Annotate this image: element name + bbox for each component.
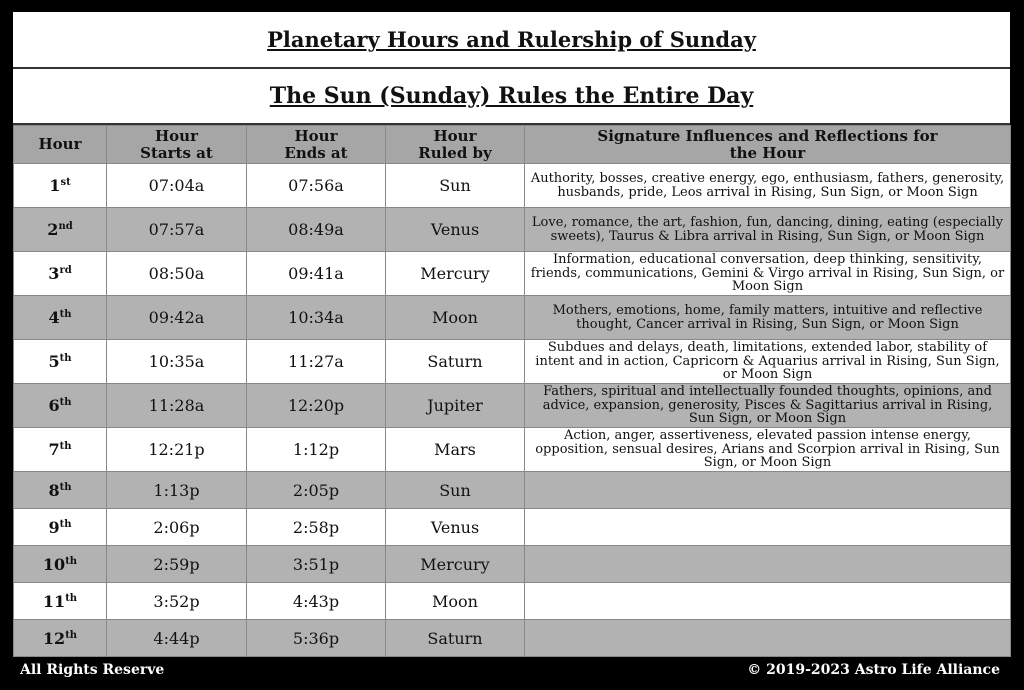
title-row: [13, 12, 1010, 69]
hour-number: 2: [47, 220, 59, 239]
influence-cell: Mothers, emotions, home, family matters, intuitive and reflective thought, Cancer arrival in Rising, Sun Sign, or Moon Sign: [525, 296, 1011, 340]
table-row: [14, 546, 1011, 583]
hour-suffix: rd: [59, 265, 72, 276]
end-cell: 1:12p: [247, 428, 386, 472]
end-cell: 5:36p: [247, 620, 386, 657]
start-cell: 4:44p: [107, 620, 247, 657]
hour-suffix: th: [59, 309, 72, 320]
start-cell: 2:06p: [107, 509, 247, 546]
hour-suffix: th: [59, 481, 72, 493]
ruler-cell: Mars: [386, 428, 525, 472]
hour-cell: [14, 296, 107, 340]
end-cell: 2:05p: [247, 472, 386, 509]
hour-cell: [14, 509, 107, 546]
planetary-hours-table: [13, 125, 1011, 657]
start-cell: 3:52p: [107, 583, 247, 620]
start-cell: 09:42a: [107, 296, 247, 340]
start-cell: 11:28a: [107, 384, 247, 428]
hour-number: 6: [48, 396, 60, 415]
ruler-cell: Saturn: [386, 620, 525, 657]
end-cell: 11:27a: [247, 340, 386, 384]
ruler-cell: Moon: [386, 296, 525, 340]
influence-cell: Action, anger, assertiveness, elevated passion intense energy, opposition, sensual desires, Arians and Scorpion arrival in Rising, Sun Sign, or Moon Sign: [525, 428, 1011, 472]
end-cell: 07:56a: [247, 164, 386, 208]
hour-suffix: th: [65, 629, 78, 641]
header-starts: Hour Starts at: [107, 126, 247, 164]
table-row: [14, 164, 1011, 208]
hour-number: 12: [42, 628, 66, 648]
hour-suffix: th: [59, 441, 72, 452]
start-cell: 10:35a: [107, 340, 247, 384]
hour-cell: [14, 164, 107, 208]
influence-cell: Fathers, spiritual and intellectually founded thoughts, opinions, and advice, expansion, generosity, Pisces & Sagittarius arrival in Rising, Sun Sign, or Moon Sign: [525, 384, 1011, 428]
start-cell: 07:57a: [107, 208, 247, 252]
footer-copyright: © 2019-2023 Astro Life Alliance: [747, 662, 1000, 678]
ruler-cell: Sun: [386, 472, 525, 509]
end-cell: 2:58p: [247, 509, 386, 546]
page-subtitle: The Sun (Sunday) Rules the Entire Day: [269, 83, 754, 109]
hour-suffix: nd: [58, 221, 73, 232]
header-influence: Signature Influences and Reflections for the Hour: [525, 126, 1011, 164]
footer: [0, 655, 1024, 690]
hour-number: 1: [49, 176, 61, 195]
end-cell: 3:51p: [247, 546, 386, 583]
hour-number: 10: [42, 554, 66, 574]
page-title: Planetary Hours and Rulership of Sunday: [267, 27, 756, 52]
ruler-cell: Saturn: [386, 340, 525, 384]
influence-cell: Authority, bosses, creative energy, ego, enthusiasm, fathers, generosity, husbands, pride, Leos arrival in Rising, Sun Sign, or Moon Sign: [525, 164, 1011, 208]
ruler-cell: Mercury: [386, 546, 525, 583]
hour-cell: [14, 252, 107, 296]
ruler-cell: Sun: [386, 164, 525, 208]
subtitle-row: [13, 69, 1010, 125]
hour-cell: [14, 472, 107, 509]
hour-suffix: st: [60, 177, 71, 188]
table-row: [14, 384, 1011, 428]
hour-suffix: th: [59, 353, 72, 364]
hour-cell: [14, 583, 107, 620]
influence-cell: [525, 509, 1011, 546]
end-cell: 08:49a: [247, 208, 386, 252]
end-cell: 12:20p: [247, 384, 386, 428]
start-cell: 08:50a: [107, 252, 247, 296]
hour-number: 7: [48, 440, 60, 459]
start-cell: 07:04a: [107, 164, 247, 208]
hour-suffix: th: [65, 592, 78, 604]
hour-suffix: th: [59, 518, 72, 530]
start-cell: 2:59p: [107, 546, 247, 583]
influence-cell: Subdues and delays, death, limitations, extended labor, stability of intent and in action, Capricorn & Aquarius arrival in Rising, Sun Sign, or Moon Sign: [525, 340, 1011, 384]
hour-cell: [14, 208, 107, 252]
table-row: [14, 296, 1011, 340]
ruler-cell: Moon: [386, 583, 525, 620]
table-row: [14, 340, 1011, 384]
influence-cell: Information, educational conversation, deep thinking, sensitivity, friends, communications, Gemini & Virgo arrival in Rising, Sun Sign, or Moon Sign: [525, 252, 1011, 296]
hour-number: 3: [48, 264, 60, 283]
hour-suffix: th: [59, 397, 72, 408]
hour-suffix: th: [65, 555, 78, 567]
footer-rights: All Rights Reserve: [20, 662, 165, 678]
hour-number: 11: [42, 591, 66, 611]
hour-number: 9: [48, 517, 60, 537]
table-header-row: [14, 126, 1011, 164]
table-row: [14, 208, 1011, 252]
table-row: [14, 509, 1011, 546]
table-row: [14, 472, 1011, 509]
end-cell: 09:41a: [247, 252, 386, 296]
influence-cell: [525, 620, 1011, 657]
hour-cell: [14, 428, 107, 472]
end-cell: 10:34a: [247, 296, 386, 340]
hours-sheet: [13, 12, 1010, 655]
ruler-cell: Venus: [386, 509, 525, 546]
table-row: [14, 583, 1011, 620]
hour-cell: [14, 620, 107, 657]
table-row: [14, 252, 1011, 296]
header-ruled: Hour Ruled by: [386, 126, 525, 164]
table-row: [14, 620, 1011, 657]
start-cell: 1:13p: [107, 472, 247, 509]
hour-number: 5: [48, 352, 60, 371]
header-ends: Hour Ends at: [247, 126, 386, 164]
influence-cell: [525, 472, 1011, 509]
hour-cell: [14, 546, 107, 583]
hour-number: 4: [48, 308, 60, 327]
influence-cell: Love, romance, the art, fashion, fun, dancing, dining, eating (especially sweets), Taurus & Libra arrival in Rising, Sun Sign, or Moon Sign: [525, 208, 1011, 252]
hour-cell: [14, 384, 107, 428]
ruler-cell: Venus: [386, 208, 525, 252]
hour-number: 8: [48, 480, 60, 500]
header-hour: Hour: [14, 126, 107, 164]
start-cell: 12:21p: [107, 428, 247, 472]
hour-cell: [14, 340, 107, 384]
end-cell: 4:43p: [247, 583, 386, 620]
ruler-cell: Mercury: [386, 252, 525, 296]
influence-cell: [525, 583, 1011, 620]
influence-cell: [525, 546, 1011, 583]
table-row: [14, 428, 1011, 472]
ruler-cell: Jupiter: [386, 384, 525, 428]
